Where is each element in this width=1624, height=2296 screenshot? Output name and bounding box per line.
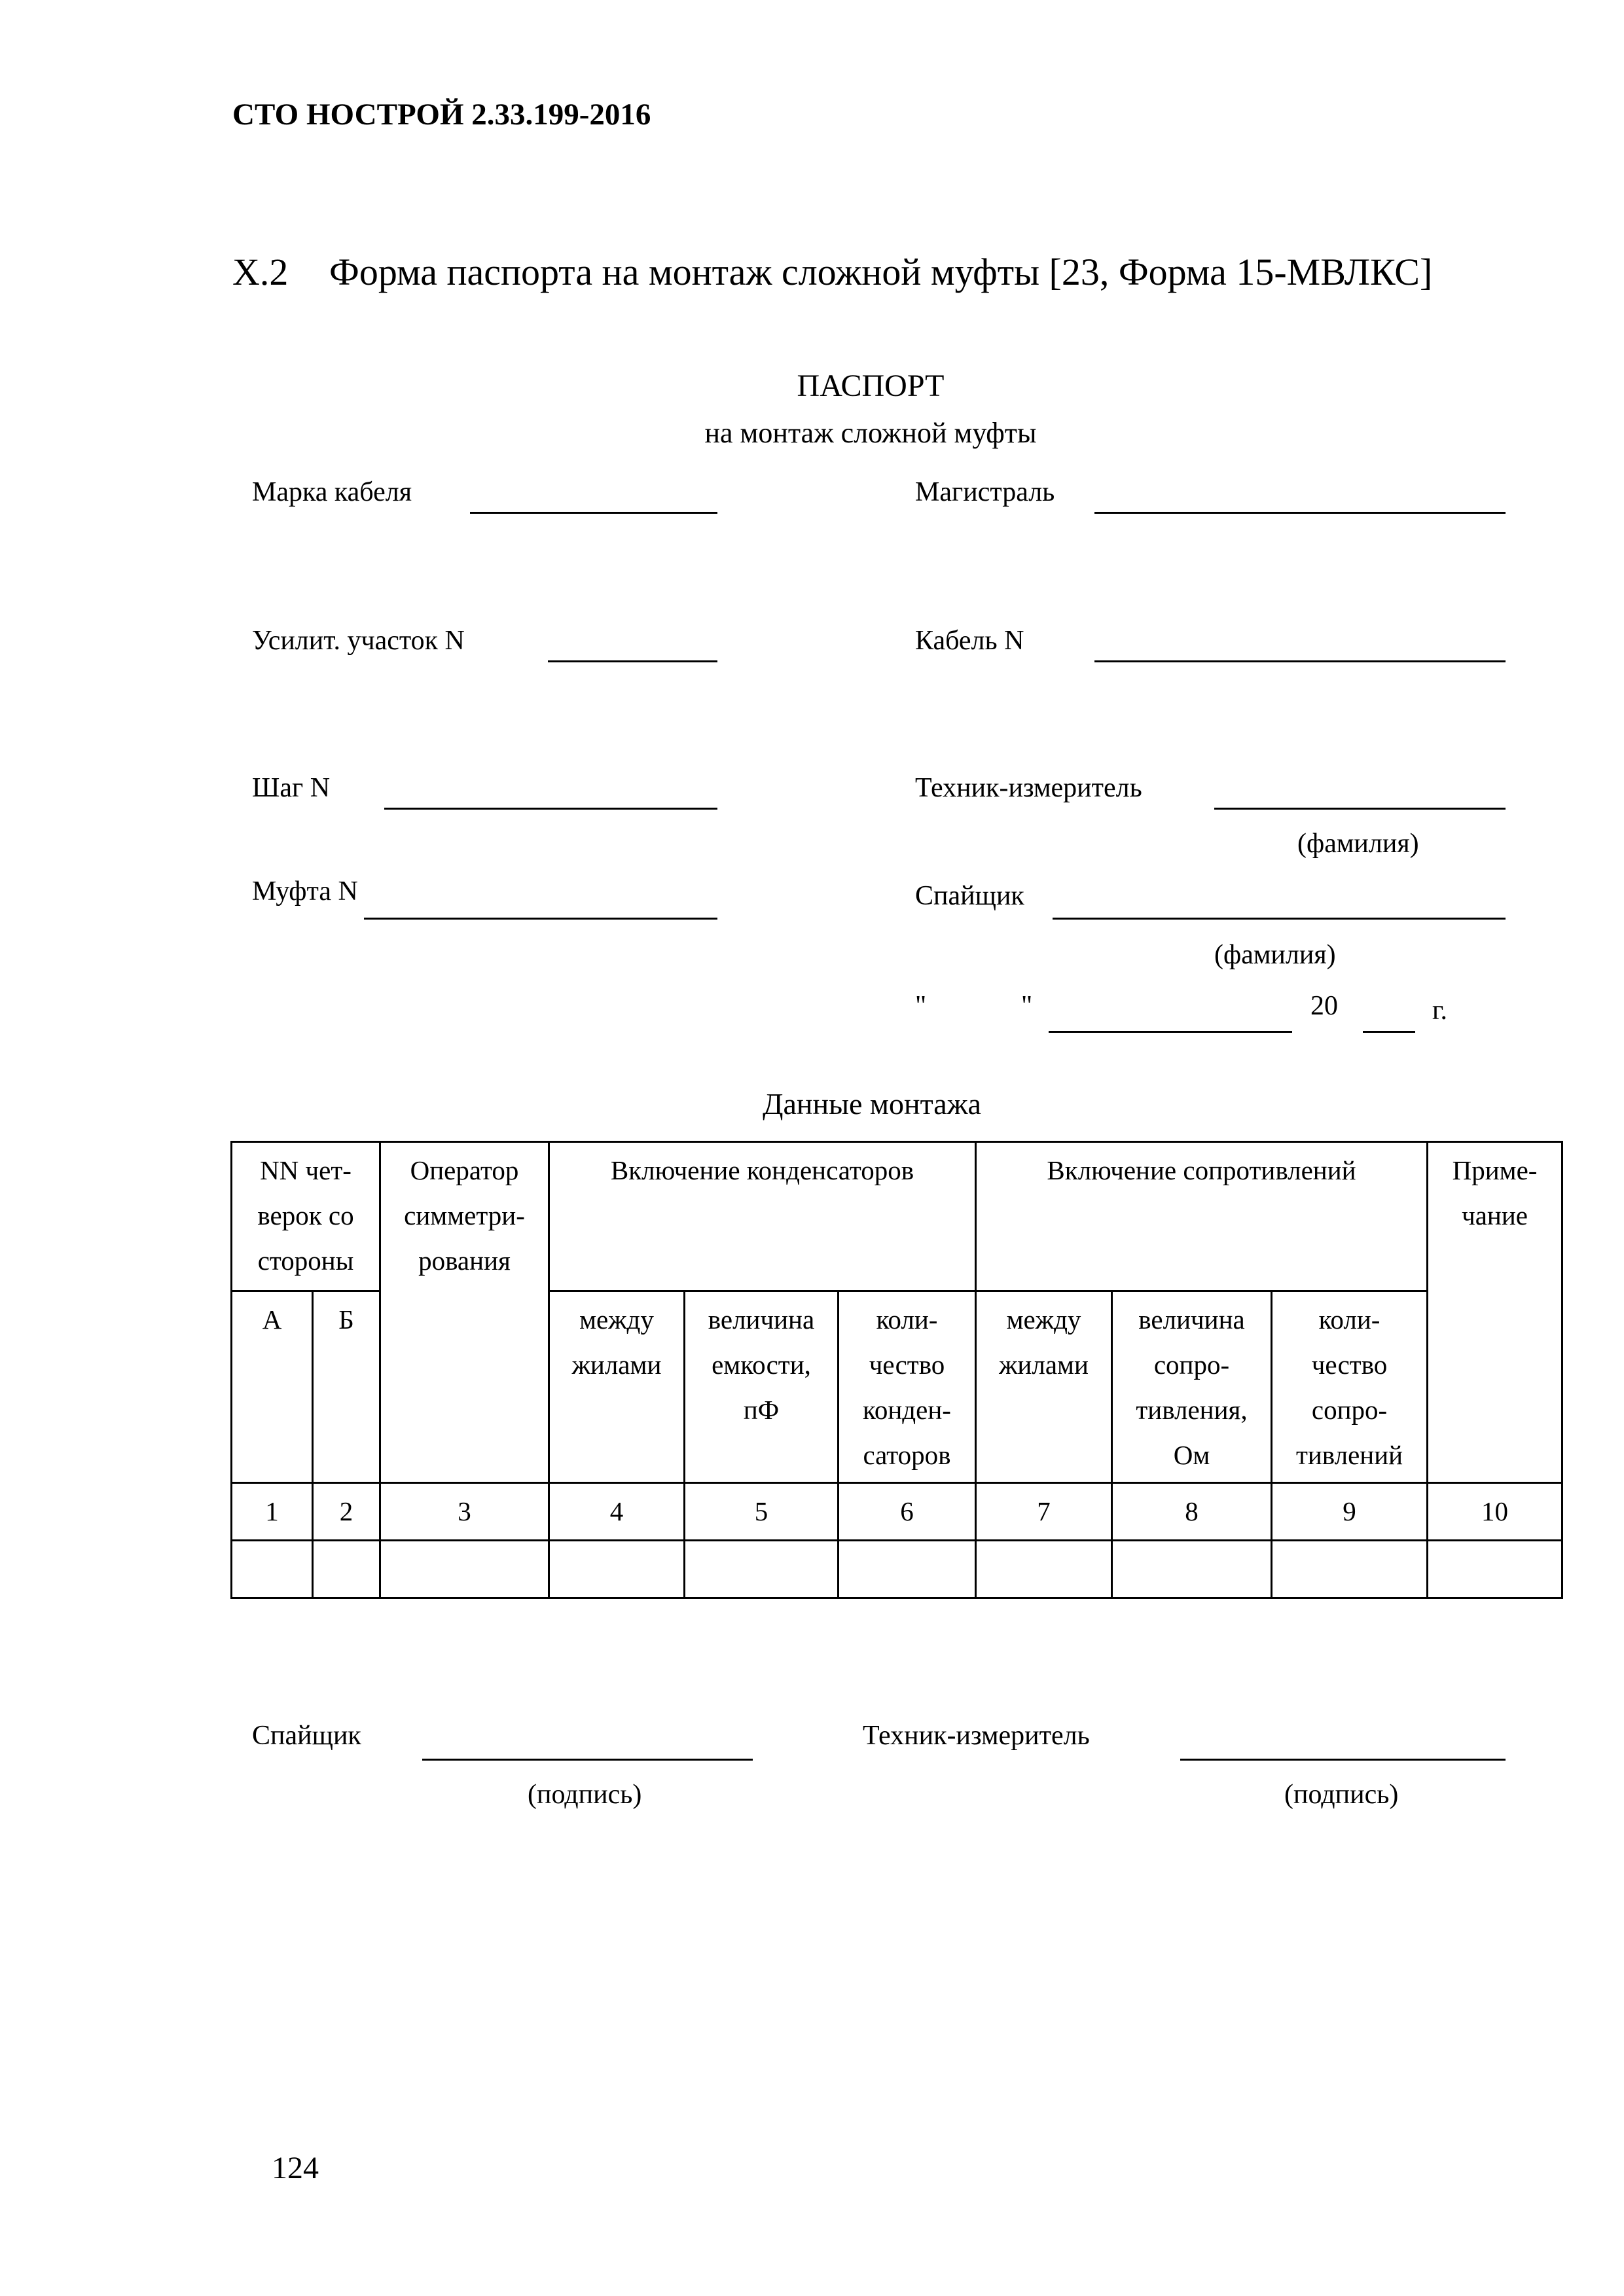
signature-splicer-hint: (подпись): [528, 1780, 642, 1810]
technician-surname-hint: (фамилия): [1297, 829, 1419, 859]
passport-title: ПАСПОРТ: [797, 368, 945, 403]
date-quote-open: ": [915, 991, 927, 1021]
header-res-value: величина сопро- тивления, Ом: [1112, 1291, 1272, 1483]
table-cell[interactable]: [232, 1541, 313, 1598]
passport-subtitle: на монтаж сложной муфты: [704, 417, 1037, 449]
mainline-field[interactable]: [1094, 512, 1506, 514]
table-cell[interactable]: [685, 1541, 839, 1598]
year-prefix: 20: [1310, 991, 1338, 1021]
column-number: 8: [1112, 1483, 1272, 1541]
column-number: 2: [313, 1483, 380, 1541]
mainline-label: Магистраль: [915, 477, 1055, 507]
header-side-b: Б: [313, 1291, 380, 1483]
table-cell[interactable]: [839, 1541, 976, 1598]
table-cell[interactable]: [380, 1541, 549, 1598]
header-cap-between: между жилами: [549, 1291, 685, 1483]
header-capacitors: Включение конденсаторов: [549, 1142, 976, 1291]
page-number: 124: [272, 2151, 319, 2185]
date-year-field[interactable]: [1363, 1031, 1415, 1033]
signature-splicer-label: Спайщик: [252, 1721, 361, 1751]
cable-brand-field[interactable]: [470, 512, 717, 514]
column-number: 4: [549, 1483, 685, 1541]
year-suffix: г.: [1432, 996, 1447, 1026]
table-cell[interactable]: [549, 1541, 685, 1598]
date-quote-close: ": [1021, 991, 1033, 1021]
coupling-no-label: Муфта N: [252, 876, 358, 906]
column-number: 10: [1428, 1483, 1562, 1541]
step-no-label: Шаг N: [252, 773, 331, 803]
header-operator: Оператор симметри- рования: [380, 1142, 549, 1483]
column-number: 1: [232, 1483, 313, 1541]
signature-splicer-field[interactable]: [422, 1759, 753, 1761]
technician-field[interactable]: [1214, 808, 1506, 810]
signature-technician-field[interactable]: [1180, 1759, 1506, 1761]
step-no-field[interactable]: [384, 808, 717, 810]
amp-section-field[interactable]: [548, 660, 717, 662]
splicer-field[interactable]: [1053, 918, 1506, 920]
technician-label: Техник-измеритель: [915, 773, 1142, 803]
column-number: 5: [685, 1483, 839, 1541]
table-cell[interactable]: [1112, 1541, 1272, 1598]
splicer-label: Спайщик: [915, 881, 1024, 911]
table-row: [232, 1541, 1562, 1598]
amp-section-label: Усилит. участок N: [252, 626, 465, 656]
table-cell[interactable]: [976, 1541, 1112, 1598]
table-cell[interactable]: [1272, 1541, 1428, 1598]
cable-no-field[interactable]: [1094, 660, 1506, 662]
document-header: СТО НОСТРОЙ 2.33.199-2016: [232, 98, 651, 132]
header-quads: NN чет- верок со стороны: [232, 1142, 380, 1291]
cable-no-label: Кабель N: [915, 626, 1024, 656]
header-cap-value: величина емкости, пФ: [685, 1291, 839, 1483]
header-res-between: между жилами: [976, 1291, 1112, 1483]
table-cell[interactable]: [1428, 1541, 1562, 1598]
header-cap-count: коли- чество конден- саторов: [839, 1291, 976, 1483]
column-number: 7: [976, 1483, 1112, 1541]
signature-technician-hint: (подпись): [1284, 1780, 1399, 1810]
header-resistors: Включение сопротивлений: [976, 1142, 1428, 1291]
table-cell[interactable]: [313, 1541, 380, 1598]
cable-brand-label: Марка кабеля: [252, 477, 412, 507]
date-month-field[interactable]: [1049, 1031, 1292, 1033]
section-title: Форма паспорта на монтаж сложной муфты [23, Форма 15-МВЛКС]: [329, 251, 1433, 293]
table-caption: Данные монтажа: [763, 1087, 981, 1121]
installation-data-table: [230, 1141, 1563, 1599]
column-number: 9: [1272, 1483, 1428, 1541]
header-res-count: коли- чество сопро- тивлений: [1272, 1291, 1428, 1483]
header-note: Приме- чание: [1428, 1142, 1562, 1483]
coupling-no-field[interactable]: [364, 918, 717, 920]
column-number: 6: [839, 1483, 976, 1541]
column-number: 3: [380, 1483, 549, 1541]
section-number: Х.2: [232, 251, 289, 293]
signature-technician-label: Техник-измеритель: [863, 1721, 1090, 1751]
header-side-a: А: [232, 1291, 313, 1483]
splicer-surname-hint: (фамилия): [1214, 940, 1336, 970]
